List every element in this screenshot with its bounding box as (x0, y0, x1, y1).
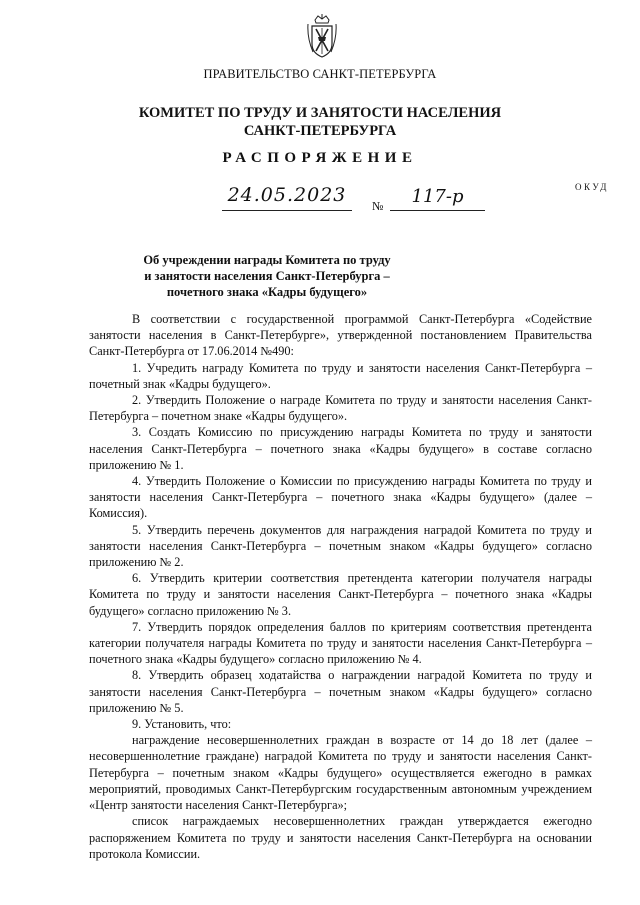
paragraph-item-7: 7. Утвердить порядок определения баллов по критериям соответствия претендента категории получателя награды Комитета по труду и занятости населения Санкт-Петербурга – почетного знака «Кадры будущего» согласно приложению № 4. (89, 619, 592, 667)
paragraph-item-6: 6. Утвердить критерии соответствия претендента категории получателя награды Комитета по труду и занятости населения Санкт-Петербурга – почетного знака «Кадры будущего» согласно приложению № 3. (89, 571, 592, 618)
spb-coat-of-arms-icon (307, 14, 337, 58)
paragraph-item-2: 2. Утвердить Положение о награде Комитета по труду и занятости населения Санкт-Петербурга – почетном знаке «Кадры будущего». (89, 393, 592, 424)
date-underline (222, 210, 352, 211)
paragraph-item-1: 1. Учредить награду Комитета по труду и занятости населения Санкт-Петербурга – почетный знак «Кадры будущего». (89, 360, 592, 391)
paragraph-item-9: 9. Установить, что: (132, 717, 232, 732)
document-subject (132, 252, 402, 300)
committee-name-line1: КОМИТЕТ ПО ТРУДУ И ЗАНЯТОСТИ НАСЕЛЕНИЯ (138, 105, 502, 121)
committee-name-line2: САНКТ-ПЕТЕРБУРГА (243, 123, 397, 139)
handwritten-number: 117-р (411, 186, 464, 207)
paragraph-item-4: 4. Утвердить Положение о Комиссии по присуждению награды Комитета по труду и занятости населения Санкт-Петербурга – почетного знака «Кадры будущего» (далее – Комиссия). (89, 474, 592, 521)
document-type: РАСПОРЯЖЕНИЕ (222, 150, 418, 166)
number-sign: № (372, 199, 384, 213)
paragraph-item-8: 8. Утвердить образец ходатайства о награждении наградой Комитета по труду и занятости населения Санкт-Петербурга – почетным знаком «Кадры будущего» согласно приложению № 5. (89, 668, 592, 715)
paragraph-preamble: В соответствии с государственной программой Санкт-Петербурга «Содействие занятости населения в Санкт-Петербурге», утвержденной постановлением Правительства Санкт-Петербурга от 17.06.2014 №490: (89, 312, 592, 359)
paragraph-item-5: 5. Утвердить перечень документов для награждения наградой Комитета по труду и занятости населения Санкт-Петербурга – почетным знаком «Кадры будущего» согласно приложению № 2. (89, 522, 592, 570)
subject-line3: почетного знака «Кадры будущего» (166, 285, 368, 299)
committee-name (0, 104, 640, 140)
paragraph-item-9-clause-2: список награждаемых несовершеннолетних граждан утверждается ежегодно распоряжением Комитета по труду и занятости населения Санкт-Петербурга на основании протокола Комиссии. (89, 814, 592, 861)
paragraph-item-9-clause-1: награждение несовершеннолетних граждан в возрасте от 14 до 18 лет (далее – несовершеннолетние граждане) наградой Комитета по труду и занятости населения Санкт-Петербурга – почетным знаком «Кадры будущего» осуществляется ежегодно в рамках мероприятий, проводимых Санкт-Петербургским государственным автономным учреждением «Центр занятости населения Санкт-Петербурга»; (89, 733, 592, 813)
paragraph-item-3: 3. Создать Комиссию по присуждению награды Комитета по труду и занятости населения Санкт-Петербурга – почетного знака «Кадры будущего» в составе согласно приложению № 1. (89, 425, 592, 472)
number-underline (390, 210, 485, 211)
subject-line1: Об учреждении награды Комитета по труду (143, 253, 391, 267)
okud-label: ОКУД (575, 182, 609, 192)
handwritten-date: 24.05.2023 (227, 184, 347, 206)
government-title: ПРАВИТЕЛЬСТВО САНКТ-ПЕТЕРБУРГА (203, 67, 437, 81)
subject-line2: и занятости населения Санкт-Петербурга – (144, 269, 390, 283)
document-body (89, 311, 592, 862)
